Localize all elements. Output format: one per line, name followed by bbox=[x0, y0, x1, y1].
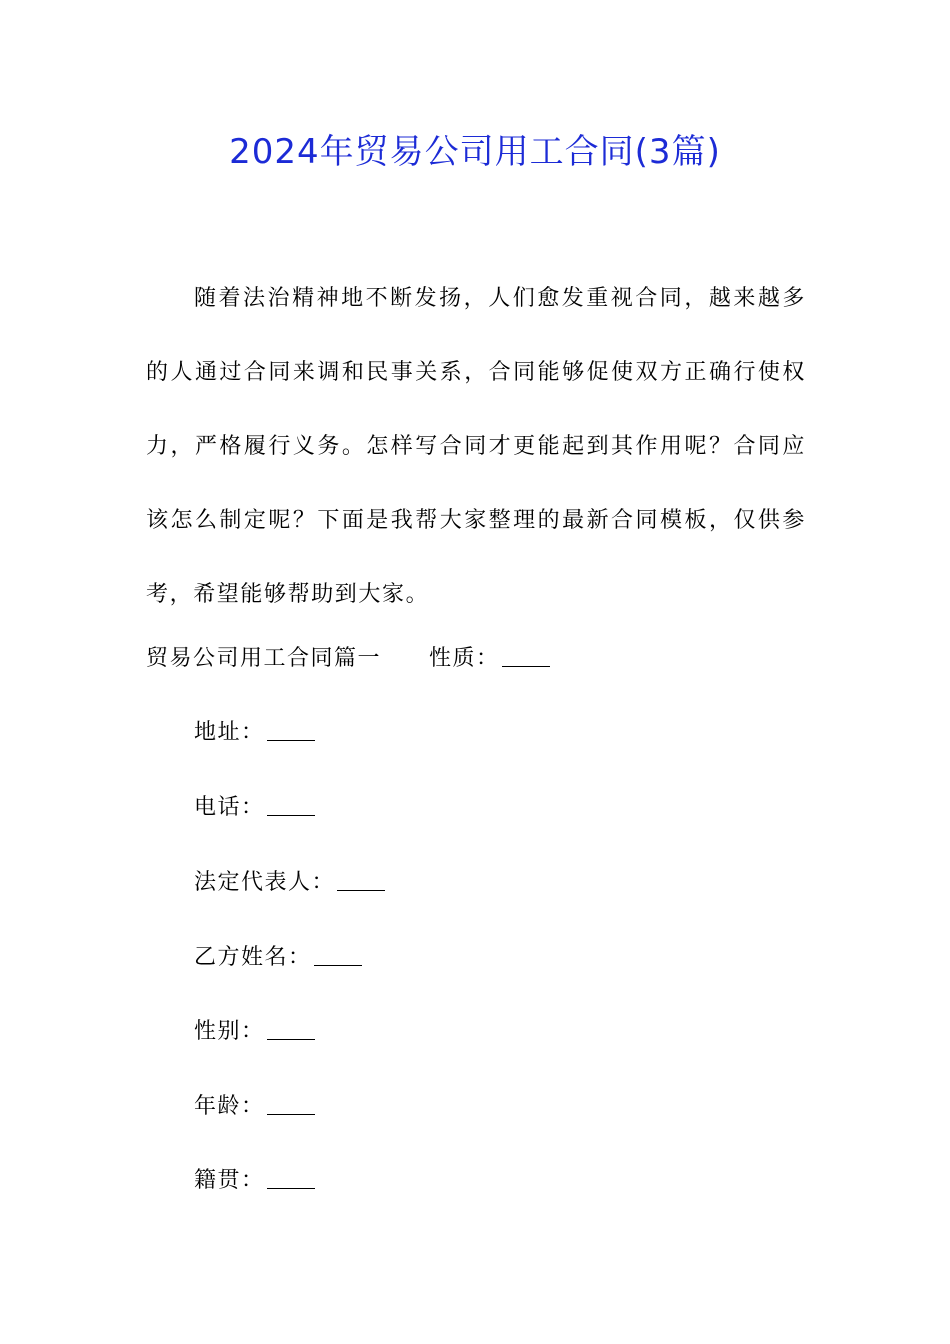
field-hometown bbox=[194, 1163, 315, 1199]
field-blank-gender bbox=[267, 1017, 315, 1040]
field-label-address: 地址： bbox=[194, 720, 265, 745]
field-label-nature: 性质： bbox=[429, 646, 500, 671]
field-party-b-name bbox=[194, 940, 362, 976]
field-label-age: 年龄： bbox=[194, 1094, 265, 1119]
field-blank-hometown bbox=[267, 1166, 315, 1189]
field-label-phone: 电话： bbox=[194, 795, 265, 820]
document-title: 2024年贸易公司用工合同(3篇) bbox=[229, 132, 721, 172]
section-heading: 贸易公司用工合同篇一 bbox=[146, 646, 382, 671]
field-blank-age bbox=[267, 1092, 315, 1115]
field-blank-legal-rep bbox=[337, 868, 385, 891]
field-label-hometown: 籍贯： bbox=[194, 1168, 265, 1193]
intro-paragraph: 随着法治精神地不断发扬，人们愈发重视合同，越来越多的人通过合同来调和民事关系，合同能够促使双方正确行使权力，严格履行义务。怎样写合同才更能起到其作用呢？合同应该怎么制定呢？下面是我帮大家整理的最新合同模板，仅供参考，希望能够帮助到大家。 bbox=[146, 286, 806, 607]
field-blank-nature bbox=[502, 644, 550, 667]
field-label-legal-rep: 法定代表人： bbox=[194, 870, 336, 895]
field-blank-phone bbox=[267, 793, 315, 816]
field-label-party-b-name: 乙方姓名： bbox=[194, 945, 312, 970]
field-label-gender: 性别： bbox=[194, 1019, 265, 1044]
field-age bbox=[194, 1089, 315, 1125]
field-legal-rep bbox=[194, 865, 385, 901]
field-gender bbox=[194, 1014, 315, 1050]
field-blank-address bbox=[267, 718, 315, 741]
field-phone bbox=[194, 790, 315, 826]
section-heading-line bbox=[146, 641, 550, 677]
field-address bbox=[194, 715, 315, 751]
field-blank-party-b-name bbox=[314, 943, 362, 966]
